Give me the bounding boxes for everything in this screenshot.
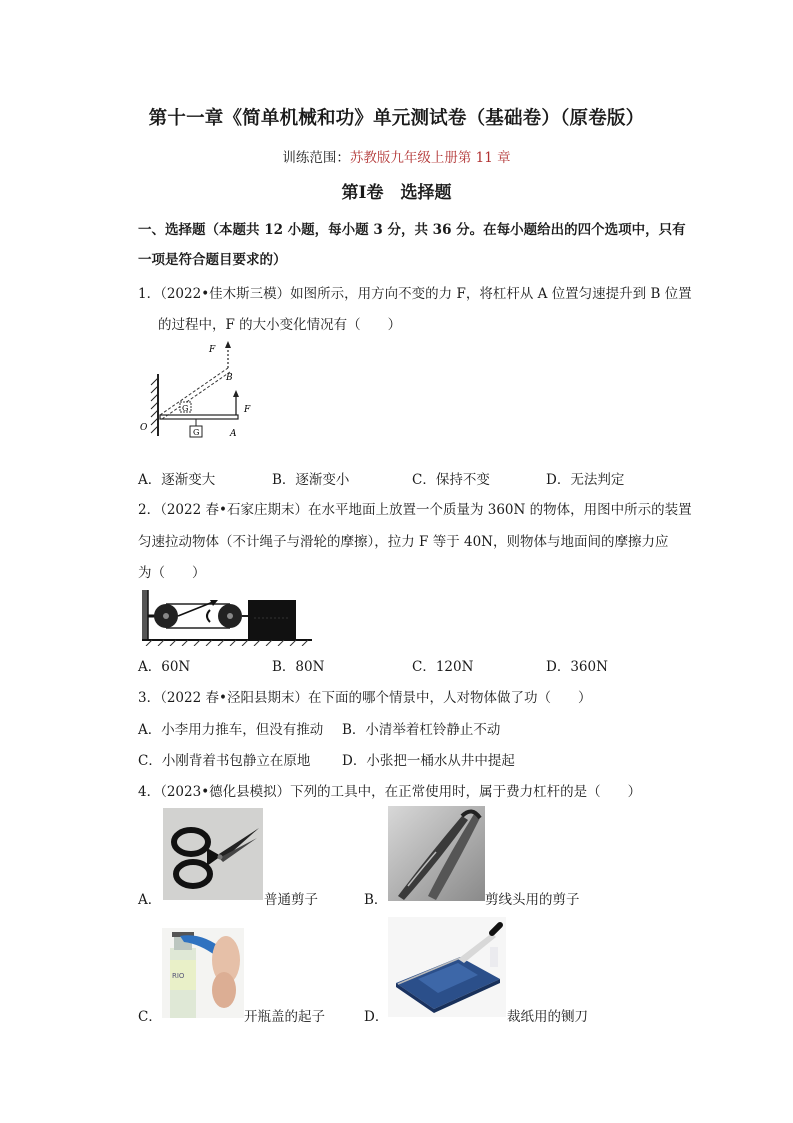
- q4-option-b-caption: 剪线头用的剪子: [485, 892, 580, 908]
- q1-label-a: A: [230, 429, 237, 439]
- section-heading: 第Ⅰ卷 选择题: [341, 183, 452, 203]
- q1-label-b: B: [226, 373, 233, 383]
- q2-stem-line-2: 匀速拉动物体（不计绳子与滑轮的摩擦），拉力 F 等于 40N，则物体与地面间的摩擦力应: [138, 534, 669, 550]
- q2-pulley-diagram: [138, 588, 313, 646]
- q2-option-c[interactable]: C．120N: [412, 659, 474, 675]
- q3-option-b[interactable]: B．小清举着杠铃静止不动: [342, 722, 501, 738]
- page-title: 第十一章《简单机械和功》单元测试卷（基础卷）（原卷版）: [148, 108, 645, 129]
- q4-option-a-label[interactable]: A．: [138, 892, 162, 908]
- q1-option-a[interactable]: A．逐渐变大: [138, 472, 216, 488]
- q4-option-d-image[interactable]: [388, 917, 506, 1017]
- q1-option-b[interactable]: B．逐渐变小: [272, 472, 350, 488]
- scope-source: 苏教版九年级上册第 11 章: [349, 150, 511, 166]
- q4-option-b-label[interactable]: B．: [364, 892, 388, 908]
- q2-option-a[interactable]: A．60N: [138, 659, 191, 675]
- q1-label-g-top: G: [182, 404, 189, 413]
- q3-stem: 3．（2022 春•泾阳县期末）在下面的哪个情景中，人对物体做了功（ ）: [138, 690, 592, 706]
- training-scope: [0, 146, 793, 166]
- q1-stem-line-2: 的过程中，F 的大小变化情况有（ ）: [158, 317, 402, 333]
- q2-option-b[interactable]: B．80N: [272, 659, 325, 675]
- q1-option-c[interactable]: C．保持不变: [412, 472, 490, 488]
- q4-option-c-bottle-text: RIO: [172, 972, 185, 980]
- scope-label: 训练范围：: [282, 150, 350, 166]
- q1-lever-diagram: [138, 336, 268, 446]
- q4-stem: 4．（2023•德化县模拟）下列的工具中，在正常使用时，属于费力杠杆的是（ ）: [138, 784, 642, 800]
- q4-option-d-caption: 裁纸用的铡刀: [507, 1009, 588, 1025]
- q1-label-f-top: F: [209, 345, 216, 355]
- q4-option-d-label[interactable]: D．: [364, 1009, 389, 1025]
- q4-option-a-image[interactable]: [163, 808, 263, 900]
- instructions-line-2: 一项是符合题目要求的）: [138, 252, 287, 268]
- q1-stem-line-1: 1．（2022•佳木斯三模）如图所示，用方向不变的力 F，将杠杆从 A 位置匀速提升到 B 位置: [138, 286, 692, 302]
- q4-option-b-image[interactable]: [388, 806, 485, 901]
- instructions-line-1: 一、选择题（本题共 12 小题，每小题 3 分，共 36 分。在每小题给出的四个选项中，只有: [138, 222, 686, 238]
- q3-option-d[interactable]: D．小张把一桶水从井中提起: [342, 753, 515, 769]
- q4-option-c-image[interactable]: [162, 928, 244, 1018]
- q4-option-a-caption: 普通剪子: [264, 892, 318, 908]
- q3-option-c[interactable]: C．小刚背着书包静立在原地: [138, 753, 311, 769]
- q3-option-a[interactable]: A．小李用力推车，但没有推动: [138, 722, 324, 738]
- q2-stem-line-1: 2．（2022 春•石家庄期末）在水平地面上放置一个质量为 360N 的物体，用图中所示的装置: [138, 502, 692, 518]
- q1-label-f-right: F: [244, 405, 251, 415]
- q2-stem-line-3: 为（ ）: [138, 565, 206, 581]
- q1-label-o: O: [140, 423, 148, 433]
- q1-option-d[interactable]: D．无法判定: [546, 472, 625, 488]
- q2-option-d[interactable]: D．360N: [546, 659, 608, 675]
- q1-label-g-bottom: G: [193, 428, 200, 437]
- q4-option-c-label[interactable]: C．: [138, 1009, 162, 1025]
- q4-option-c-caption: 开瓶盖的起子: [244, 1009, 325, 1025]
